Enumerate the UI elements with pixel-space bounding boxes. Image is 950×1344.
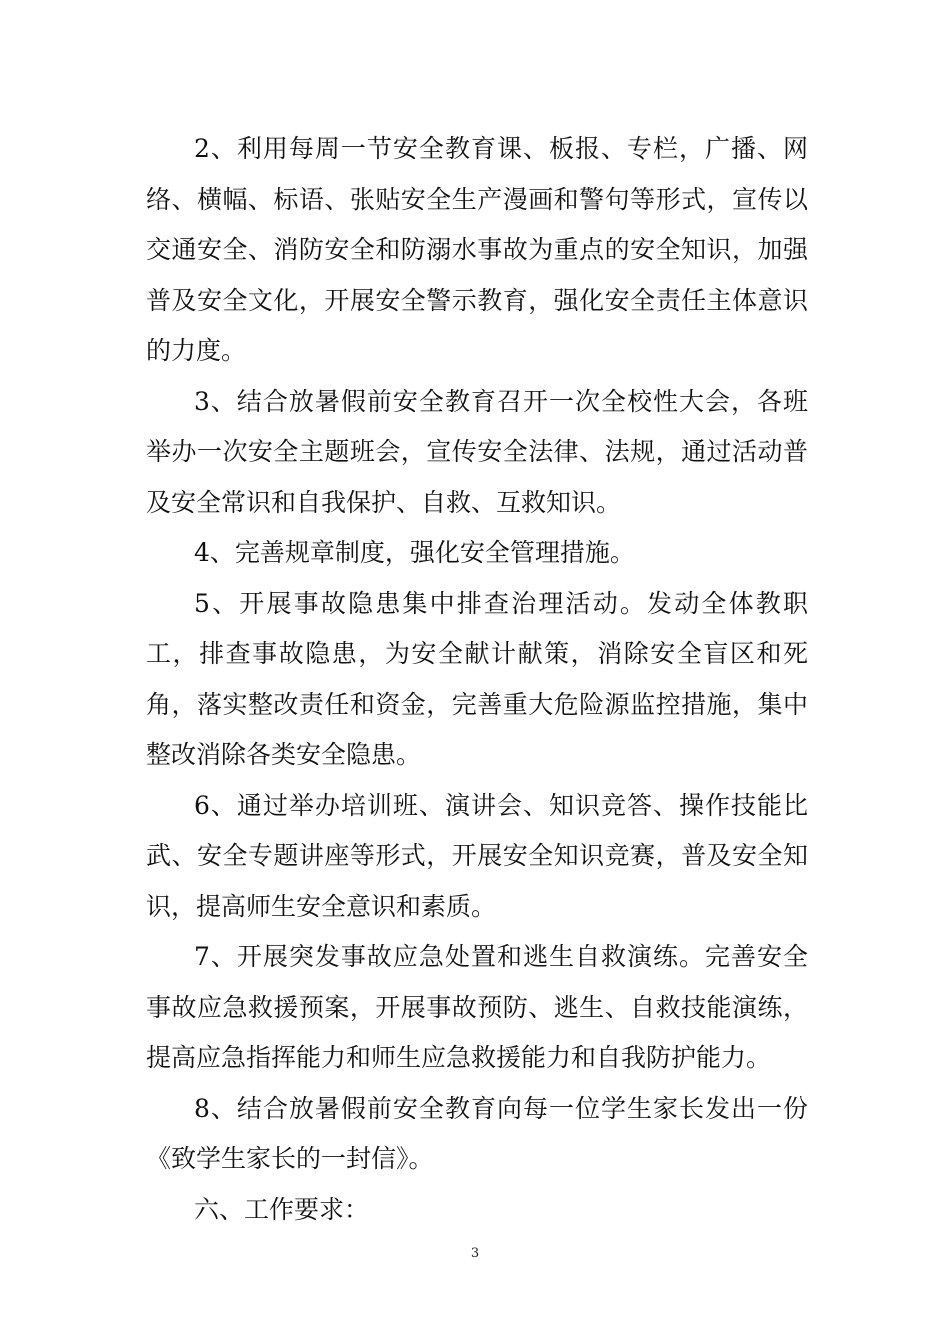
paragraph-item-5: 5、开展事故隐患集中排查治理活动。发动全体教职工，排查事故隐患，为安全献计献策，消除安全盲区和死角，落实整改责任和资金，完善重大危险源监控措施，集中整改消除各类安全隐患。 (146, 588, 808, 769)
paragraph-item-4: 4、完善规章制度，强化安全管理措施。 (194, 538, 635, 567)
paragraph-item-3: 3、结合放暑假前安全教育召开一次全校性大会，各班举办一次安全主题班会，宣传安全法律、法规，通过活动普及安全常识和自我保护、自救、互救知识。 (146, 386, 808, 517)
document-body (146, 124, 808, 1235)
paragraph-item-7: 7、开展突发事故应急处置和逃生自救演练。完善安全事故应急救援预案，开展事故预防、逃生、自救技能演练，提高应急指挥能力和师生应急救援能力和自我防护能力。 (146, 942, 808, 1072)
page-number: 3 (470, 1246, 480, 1261)
paragraph-item-2: 2、利用每周一节安全教育课、板报、专栏，广播、网络、横幅、标语、张贴安全生产漫画和警句等形式，宣传以交通安全、消防安全和防溺水事故为重点的安全知识，加强普及安全文化，开展安全警示教育，强化安全责任主体意识的力度。 (146, 134, 808, 365)
paragraph-item-8: 8、结合放暑假前安全教育向每一位学生家长发出一份《致学生家长的一封信》。 (146, 1093, 808, 1173)
paragraph-item-6: 6、通过举办培训班、演讲会、知识竞答、操作技能比武、安全专题讲座等形式，开展安全知识竞赛，普及安全知识，提高师生安全意识和素质。 (146, 790, 808, 921)
section-heading-work-requirements: 六、工作要求： (194, 1194, 370, 1224)
